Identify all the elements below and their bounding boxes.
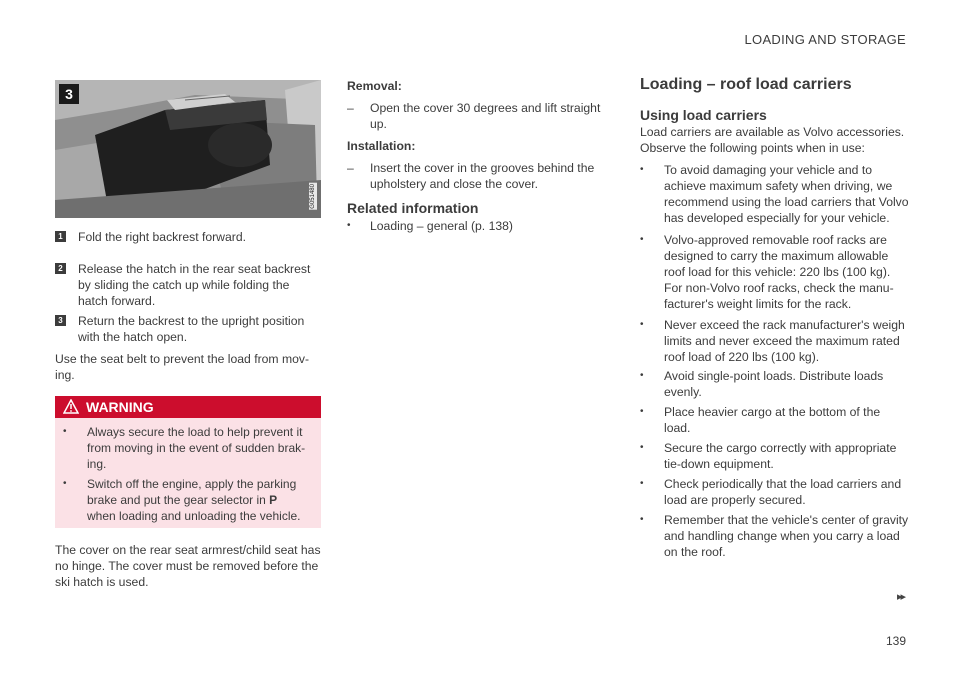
step-number: 2 xyxy=(55,263,66,274)
bullet-text xyxy=(664,404,912,436)
text-line: Place heavier cargo at the bottom of the xyxy=(664,405,881,419)
text-line: roof load of 220 lbs (100 kg). xyxy=(664,350,820,364)
dash-marker: – xyxy=(347,161,354,175)
page-header: LOADING AND STORAGE xyxy=(744,32,906,47)
subheading: Installation: xyxy=(347,139,416,153)
text-line: ing. xyxy=(87,457,107,471)
bullet-text xyxy=(664,512,912,560)
text-line: limits and never exceed the maximum rated xyxy=(664,334,900,348)
text-line: Load carriers are available as Volvo accessories. xyxy=(640,125,905,139)
bullet-dot: • xyxy=(640,406,644,417)
text-line: Use the seat belt to prevent the load from mov- xyxy=(55,352,310,366)
warning-triangle-icon xyxy=(63,399,79,414)
roof-carriers-subtitle: Using load carriers xyxy=(640,107,767,123)
bullet-text xyxy=(664,317,912,365)
text-line: no hinge. The cover must be removed before the xyxy=(55,559,319,573)
text-line: Remember that the vehicle's center of gravity xyxy=(664,513,909,527)
bullet-dot: • xyxy=(640,370,644,381)
roof-intro xyxy=(640,124,908,156)
step-text xyxy=(78,313,318,345)
text-line: Secure the cargo correctly with appropriate xyxy=(664,441,897,455)
step-text: Fold the right backrest forward. xyxy=(78,230,246,244)
bullet-dot: • xyxy=(640,478,644,489)
text-line: tie-down equipment. xyxy=(664,457,774,471)
text-line: ing. xyxy=(55,368,75,382)
figure-code: G051480 xyxy=(310,184,316,209)
next-page-arrows[interactable]: ▸▸ xyxy=(896,591,904,603)
text-line: evenly. xyxy=(664,385,702,399)
text-line: Avoid single-point loads. Distribute loads xyxy=(664,369,884,383)
text-line: To avoid damaging your vehicle and to xyxy=(664,163,872,177)
roof-carriers-title: Loading – roof load carriers xyxy=(640,76,852,93)
bullet-dot: • xyxy=(63,426,67,437)
subheading: Removal: xyxy=(347,79,402,93)
text-span: brake and put the gear selector in xyxy=(87,493,270,507)
text-line: up. xyxy=(370,117,387,131)
dash-marker: – xyxy=(347,101,354,115)
text-line: Switch off the engine, apply the parking xyxy=(87,477,297,491)
related-link[interactable]: Loading – general (p. 138) xyxy=(370,219,513,233)
bullet-dot: • xyxy=(640,514,644,525)
seat-hatch-drawing xyxy=(55,80,321,218)
bullet-dot: • xyxy=(640,319,644,330)
bullet-text xyxy=(87,476,301,524)
bullet-dot: • xyxy=(640,164,644,175)
text-line: hatch forward. xyxy=(78,294,156,308)
text-line: and handling change when you carry a load xyxy=(664,529,900,543)
bullet-dot: • xyxy=(640,442,644,453)
text-line xyxy=(87,492,301,508)
text-line: Check periodically that the load carriers and xyxy=(664,477,902,491)
text-line: Open the cover 30 degrees and lift straight xyxy=(370,101,601,115)
bullet-text xyxy=(664,440,912,472)
step-number: 3 xyxy=(55,315,66,326)
related-heading: Related information xyxy=(347,200,479,216)
text-line: upholstery and close the cover. xyxy=(370,177,539,191)
installation-heading xyxy=(347,138,609,154)
warning-title: WARNING xyxy=(86,399,154,415)
text-line: achieve maximum safety when driving, we xyxy=(664,179,893,193)
text-line: from moving in the event of sudden brak- xyxy=(87,441,306,455)
cover-paragraph xyxy=(55,542,321,590)
text-line: load are properly secured. xyxy=(664,493,806,507)
step-text xyxy=(370,160,610,192)
bullet-text xyxy=(664,476,912,508)
text-line: Insert the cover in the grooves behind the xyxy=(370,161,595,175)
text-line: load. xyxy=(664,421,691,435)
text-line: Release the hatch in the rear seat backrest xyxy=(78,262,311,276)
warning-box xyxy=(55,396,321,528)
text-line: Volvo-approved removable roof racks are xyxy=(664,233,887,247)
text-line: The cover on the rear seat armrest/child seat has xyxy=(55,543,321,557)
seatbelt-paragraph xyxy=(55,351,321,383)
bullet-text xyxy=(664,162,912,226)
step-number: 1 xyxy=(55,231,66,242)
removal-heading xyxy=(347,78,609,94)
warning-header xyxy=(55,396,321,418)
bullet-dot: • xyxy=(347,220,351,231)
text-line: Always secure the load to help prevent it xyxy=(87,425,303,439)
text-line: on the roof. xyxy=(664,545,726,559)
text-line: recommend using the load carriers that Volvo xyxy=(664,195,909,209)
text-line: designed to carry the maximum allowable xyxy=(664,249,889,263)
text-line: ski hatch is used. xyxy=(55,575,149,589)
text-line: when loading and unloading the vehicle. xyxy=(87,509,301,523)
text-line: Never exceed the rack manufacturer's weigh xyxy=(664,318,905,332)
text-line: with the hatch open. xyxy=(78,330,188,344)
gear-p-label: P xyxy=(269,493,278,507)
bullet-text xyxy=(664,232,912,312)
bullet-dot: • xyxy=(63,478,67,489)
text-line: by sliding the catch up while folding the xyxy=(78,278,290,292)
bullet-text xyxy=(87,424,305,472)
text-line: Observe the following points when in use: xyxy=(640,141,865,155)
step-text xyxy=(370,100,610,132)
text-line: roof load for this vehicle: 220 lbs (100 kg). xyxy=(664,265,891,279)
text-line: has developed especially for your vehicle. xyxy=(664,211,890,225)
step-text xyxy=(78,261,318,309)
text-line: For non-Volvo roof racks, check the manu- xyxy=(664,281,894,295)
text-line: facturer's weight limits for the rack. xyxy=(664,297,852,311)
page-number: 139 xyxy=(885,634,906,648)
bullet-dot: • xyxy=(640,234,644,245)
seat-hatch-illustration xyxy=(55,80,321,218)
bullet-text xyxy=(664,368,912,400)
figure-number: 3 xyxy=(59,84,79,104)
text-line: Return the backrest to the upright position xyxy=(78,314,305,328)
